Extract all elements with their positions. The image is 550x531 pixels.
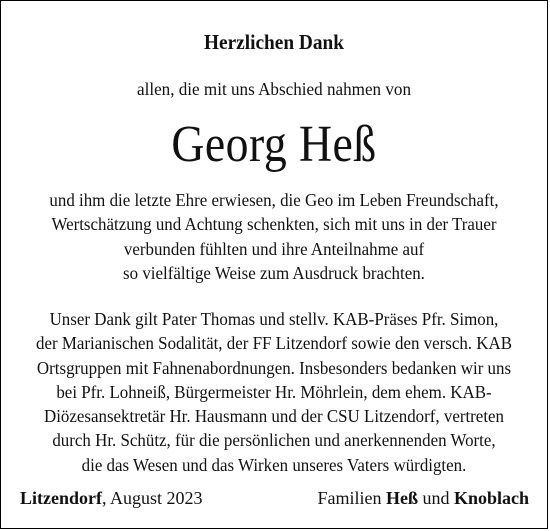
thanks-paragraph-1 xyxy=(1,188,547,285)
thanks-paragraph-2 xyxy=(1,307,547,477)
families-prefix: Familien xyxy=(317,488,386,508)
paragraph-2-line: der Marianischen Sodalität, der FF Litzendorf sowie den versch. KAB xyxy=(36,333,512,354)
signature-families xyxy=(317,486,529,510)
paragraph-2-line: Ortsgruppen mit Fahnenabordnungen. Insbesonders bedanken wir uns xyxy=(36,357,512,378)
families-and: und xyxy=(417,488,454,508)
paragraph-1-line: und ihm die letzte Ehre erwiesen, die Geo im Leben Freundschaft, xyxy=(49,190,499,210)
paragraph-2-line: Diözesansektretär Hr. Hausmann und der CSU Litzendorf, vertreten xyxy=(44,406,504,427)
place: Litzendorf xyxy=(20,488,102,508)
place-and-date xyxy=(20,486,203,510)
paragraph-1-line: Wertschätzung und Achtung schenkten, sich mit uns in der Trauer xyxy=(51,214,497,235)
notice-intro: allen, die mit uns Abschied nahmen von xyxy=(136,79,412,99)
paragraph-2-line: Unser Dank gilt Pater Thomas und stellv. KAB-Präses Pfr. Simon, xyxy=(49,309,499,329)
paragraph-2-line: die das Wesen und das Wirken unseres Vaters würdigten. xyxy=(81,454,467,475)
deceased-name: Georg Heß xyxy=(171,116,377,173)
paragraph-2-line: bei Pfr. Lohneiß, Bürgermeister Hr. Möhrlein, dem ehem. KAB- xyxy=(56,381,492,402)
paragraph-1-line: verbunden fühlten und ihre Anteilnahme auf xyxy=(123,238,425,259)
notice-heading: Herzlichen Dank xyxy=(203,30,345,54)
paragraph-1-line: so vielfältige Weise zum Ausdruck brachten. xyxy=(123,262,425,283)
family-name-1: Heß xyxy=(385,488,418,508)
family-name-2: Knoblach xyxy=(453,488,529,508)
paragraph-2-line: durch Hr. Schütz, für die persönlichen und anerkennenden Worte, xyxy=(52,430,496,451)
date: , August 2023 xyxy=(101,488,203,508)
